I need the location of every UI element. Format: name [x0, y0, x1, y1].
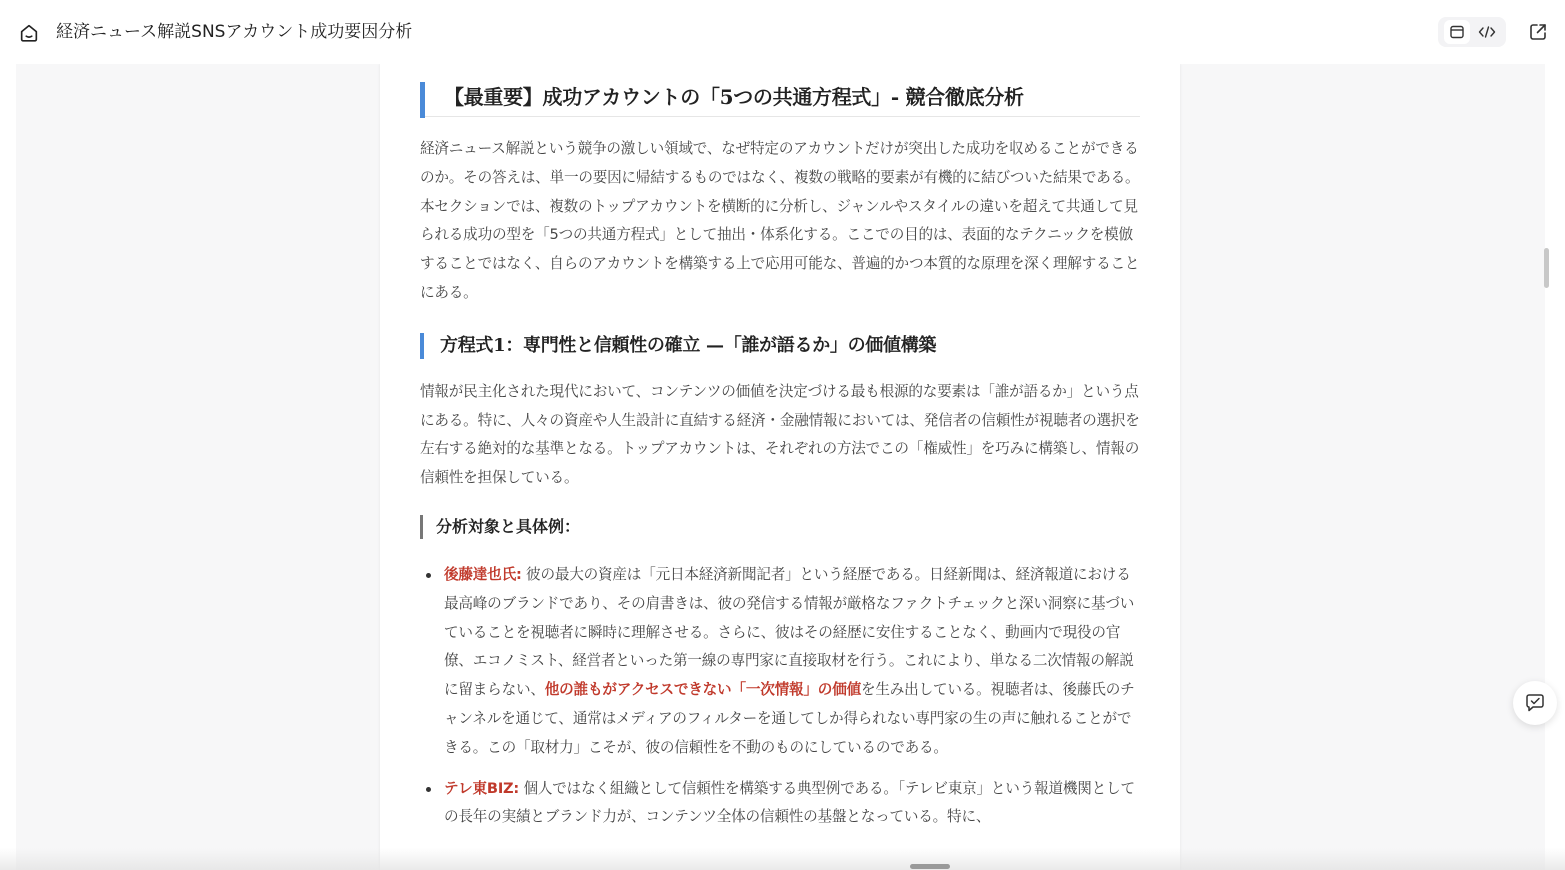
emphasis-text: 他の誰もがアクセスできない「一次情報」の価値	[544, 681, 861, 699]
article-content	[420, 80, 1140, 844]
preview-window-icon	[1449, 24, 1465, 40]
code-icon	[1478, 24, 1496, 40]
account-name: 後藤達也氏:	[444, 565, 522, 583]
preview-canvas	[16, 64, 1545, 870]
item-text: を生み出している。視聴者は、後藤氏のチャンネルを通じて、通常はメディアのフィルターを通してしか得られない専門家の生の声に触れることができる。この「取材力」こそが、彼の信頼性を不動のものにしているのである。	[444, 681, 1135, 756]
item-text: 個人ではなく組織として信頼性を構築する典型例である。「テレビ東京」という報道機関としての長年の実績とブランド力が、コンテンツ全体の信頼性の基盤となっている。特に、	[444, 779, 1135, 826]
chat-edit-icon	[1524, 692, 1546, 714]
equation-1-heading: 方程式1：専門性と信頼性の確立 —「誰が語るか」の価値構築	[420, 332, 1140, 360]
horizontal-scrollbar[interactable]	[910, 864, 950, 869]
home-button[interactable]	[16, 20, 42, 46]
list-item	[420, 561, 1140, 763]
analysis-heading: 分析対象と具体例：	[420, 515, 1140, 539]
top-bar	[0, 0, 1565, 64]
view-toggle	[1438, 17, 1506, 47]
document-page	[380, 64, 1180, 870]
item-text: 彼の最大の資産は「元日本経済新聞記者」という経歴である。日経新聞は、経済報道における最高峰のブランドであり、その肩書きは、彼の発信する情報が厳格なファクトチェックと深い洞察に基づいていることを視聴者に瞬時に理解させる。さらに、彼はその経歴に安住することなく、動画内で現役の官僚、エコノミスト、経営者といった第一線の専門家に直接取材を行う。これにより、単なる二次情報の解説に留まらない、	[444, 565, 1135, 699]
list-item	[420, 775, 1140, 833]
account-name: テレ東BIZ:	[444, 779, 520, 797]
open-external-button[interactable]	[1525, 19, 1551, 45]
feedback-button[interactable]	[1513, 681, 1557, 725]
section-title: 【最重要】成功アカウントの「5つの共通方程式」- 競合徹底分析	[420, 80, 1140, 117]
intro-paragraph: 経済ニュース解説という競争の激しい領域で、なぜ特定のアカウントだけが突出した成功を収めることができるのか。その答えは、単一の要因に帰結するものではなく、複数の戦略的要素が有機的に結びついた結果である。本セクションでは、複数のトップアカウントを横断的に分析し、ジャンルやスタイルの違いを超えて共通して見られる成功の型を「5つの共通方程式」として抽出・体系化する。ここでの目的は、表面的なテクニックを模倣することではなく、自らのアカウントを構築する上で応用可能な、普遍的かつ本質的な原理を深く理解することにある。	[420, 140, 1140, 301]
preview-button[interactable]	[1444, 20, 1470, 44]
home-icon	[18, 22, 40, 44]
code-button[interactable]	[1474, 20, 1500, 44]
example-list	[420, 561, 1140, 832]
equation-1-paragraph: 情報が民主化された現代において、コンテンツの価値を決定づける最も根源的な要素は「誰が語るか」という点にある。特に、人々の資産や人生設計に直結する経済・金融情報においては、発信者の信頼性が視聴者の選択を左右する絶対的な基準となる。トップアカウントは、それぞれの方法でこの「権威性」を巧みに構築し、情報の信頼性を担保している。	[420, 382, 1140, 487]
bottom-shadow	[0, 848, 1565, 870]
external-link-icon	[1528, 22, 1548, 42]
vertical-scrollbar[interactable]	[1544, 248, 1549, 288]
document-title: 経済ニュース解説SNSアカウント成功要因分析	[56, 22, 413, 42]
